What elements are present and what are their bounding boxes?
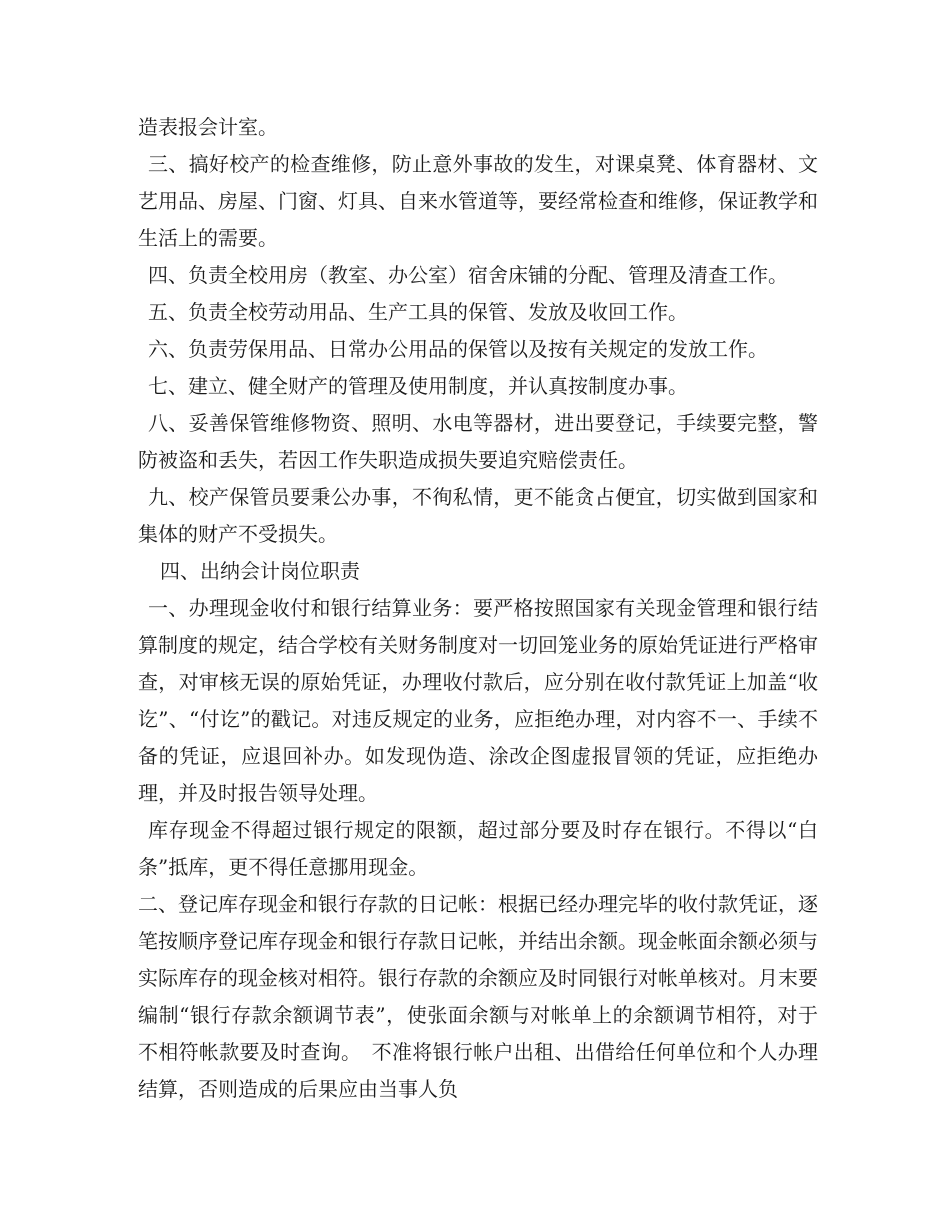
paragraph-item-8: 八、妥善保管维修物资、照明、水电等器材，进出要登记，手续要完整，警防被盗和丢失，若因工作失职造成损失要追究赔偿责任。 (138, 411, 818, 472)
section-heading: 四、出纳会计岗位职责 (160, 559, 360, 583)
paragraph-item-5: 五、负责全校劳动用品、生产工具的保管、发放及收回工作。 (148, 300, 688, 324)
paragraph-item-3: 三、搞好校产的检查维修，防止意外事故的发生，对课桌凳、体育器材、文艺用品、房屋、门窗、灯具、自来水管道等，要经常检查和维修，保证教学和生活上的需要。 (138, 152, 818, 250)
document-body (138, 109, 818, 1108)
paragraph-item-9: 九、校产保管员要秉公办事，不徇私情，更不能贪占便宜，切实做到国家和集体的财产不受损失。 (138, 485, 818, 546)
paragraph-item-2: 二、登记库存现金和银行存款的日记帐：根据已经办理完毕的收付款凭证，逐笔按顺序登记库存现金和银行存款日记帐，并结出余额。现金帐面余额必须与实际库存的现金核对相符。银行存款的余额应及时同银行对帐单核对。月末要编制“银行存款余额调节表”，使张面余额与对帐单上的余额调节相符，对于不相符帐款要及时查询。 不准将银行帐户出租、出借给任何单位和个人办理结算，否则造成的后果应由当事人负 (138, 892, 818, 1101)
paragraph-item-7: 七、建立、健全财产的管理及使用制度，并认真按制度办事。 (148, 374, 688, 398)
paragraph-item-1: 一、办理现金收付和银行结算业务：要严格按照国家有关现金管理和银行结算制度的规定，结合学校有关财务制度对一切回笼业务的原始凭证进行严格审查，对审核无误的原始凭证，办理收付款后，应分别在收付款凭证上加盖“收讫”、“付讫”的戳记。对违反规定的业务，应拒绝办理，对内容不一、手续不备的凭证，应退回补办。如发现伪造、涂改企图虚报冒领的凭证，应拒绝办理，并及时报告领导处理。 (138, 596, 818, 805)
paragraph-cash-limit: 库存现金不得超过银行规定的限额，超过部分要及时存在银行。不得以“白条”抵库，更不得任意挪用现金。 (138, 818, 818, 879)
paragraph-continuation: 造表报会计室。 (138, 115, 278, 139)
paragraph-item-4: 四、负责全校用房（教室、办公室）宿舍床铺的分配、管理及清查工作。 (148, 263, 788, 287)
paragraph-item-6: 六、负责劳保用品、日常办公用品的保管以及按有关规定的发放工作。 (148, 337, 768, 361)
